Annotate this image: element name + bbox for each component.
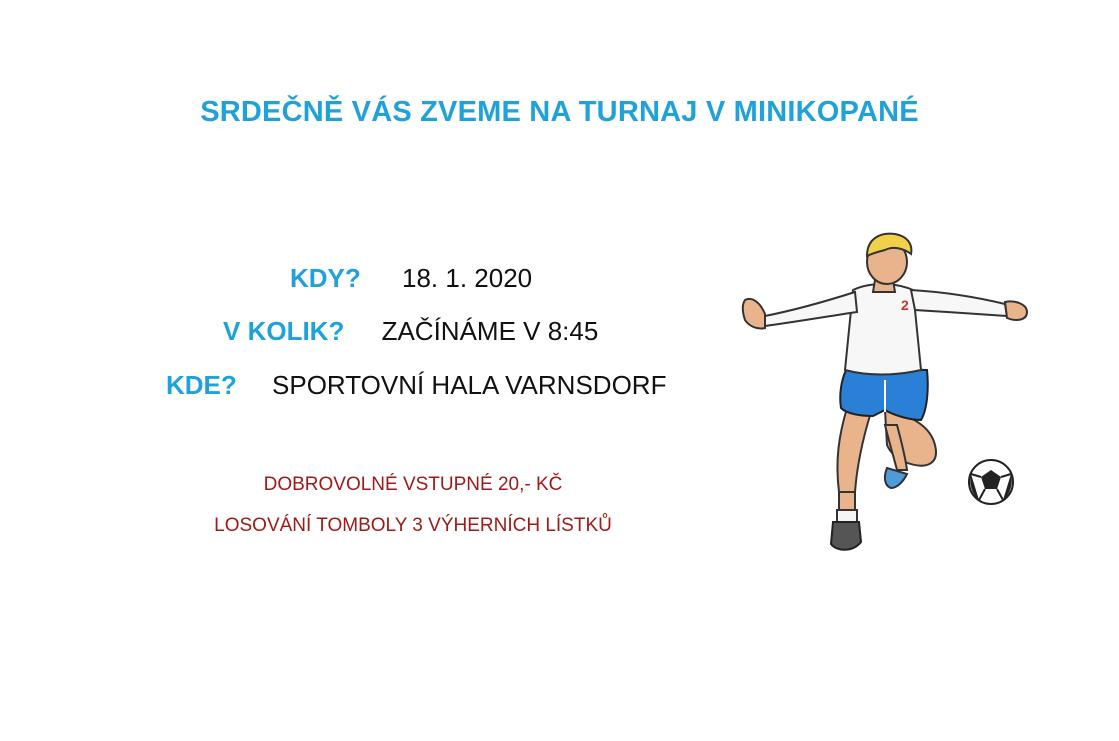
- soccer-ball-icon: [969, 460, 1013, 504]
- kicking-leg: [885, 410, 936, 488]
- date-label: KDY?: [290, 263, 361, 293]
- time-value: ZAČÍNÁME V 8:45: [381, 316, 599, 346]
- left-arm: [765, 292, 857, 326]
- page-title: SRDEČNĚ VÁS ZVEME NA TURNAJ V MINIKOPANÉ: [200, 96, 919, 128]
- time-label: V KOLIK?: [223, 316, 345, 346]
- place-value: SPORTOVNÍ HALA VARNSDORF: [272, 370, 667, 400]
- raffle-note: LOSOVÁNÍ TOMBOLY 3 VÝHERNÍCH LÍSTKŮ: [214, 515, 612, 536]
- detail-row-date: [290, 262, 532, 294]
- place-label: KDE?: [166, 370, 237, 400]
- detail-row-place: [166, 369, 666, 401]
- entry-fee-note: DOBROVOLNÉ VSTUPNÉ 20,- KČ: [263, 474, 563, 495]
- detail-row-time: [223, 315, 598, 347]
- standing-leg: [831, 408, 871, 550]
- date-value: 18. 1. 2020: [402, 263, 533, 293]
- soccer-player-illustration: [735, 230, 1035, 560]
- jersey-number: 2: [901, 297, 909, 313]
- right-arm: [911, 290, 1007, 316]
